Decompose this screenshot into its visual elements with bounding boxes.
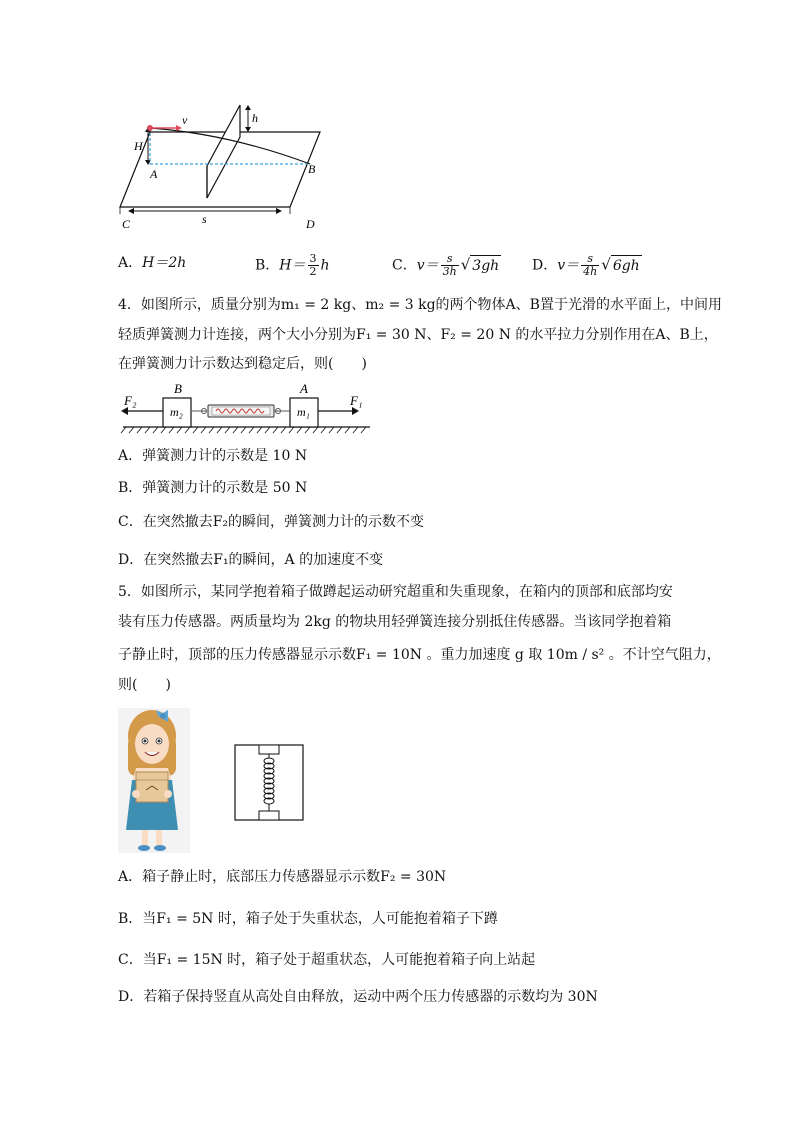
spring-scale (191, 405, 290, 417)
svg-text:A: A (300, 381, 308, 396)
q4-stem-line-1: 4．如图所示，质量分别为m₁ = 2 kg、m₂ = 3 kg的两个物体A、B置于光滑的水平面上，中间用 (118, 297, 722, 313)
label-D: D (306, 217, 315, 231)
q4-stem-line-2: 轻质弹簧测力计连接，两个大小分别为F₁ = 30 N、F₂ = 20 N 的水平拉力分别作用在A、B上， (118, 327, 718, 343)
q3-figure (110, 100, 340, 235)
fraction: $\frac{3}{2}$ (309, 252, 317, 278)
sqrt-sign: √ (460, 255, 471, 274)
q5-option-b[interactable]: B．当F₁ = 5N 时，箱子处于失重状态，人可能抱着箱子下蹲 (118, 911, 498, 927)
box-spring-figure (234, 744, 306, 822)
svg-text:m₂: m₂ (170, 405, 183, 419)
q5-stem-line-3: 子静止时，顶部的压力传感器显示示数F₁ = 10N 。重力加速度 g 取 10m / s² 。不计空气阻力， (118, 647, 721, 663)
q5-option-a[interactable]: A．箱子静止时，底部压力传感器显示示数F₂ = 30N (118, 869, 447, 885)
q3-option-d[interactable]: D．v＝ $\frac{s}{4h}$ √ 6gh (532, 252, 640, 278)
fraction: $\frac{s}{3h}$ (442, 252, 457, 278)
q5-stem-line-4: 则( ) (118, 677, 171, 693)
q5-option-c[interactable]: C．当F₁ = 15N 时，箱子处于超重状态，人可能抱着箱子向上站起 (118, 952, 536, 968)
q4-option-c[interactable]: C．在突然撤去F₂的瞬间，弹簧测力计的示数不变 (118, 514, 425, 530)
q4-option-d[interactable]: D．在突然撤去F₁的瞬间，A 的加速度不变 (118, 552, 384, 568)
girl-illustration (118, 708, 190, 853)
svg-text:F₁: F₁ (350, 393, 363, 408)
label-s: s (202, 212, 207, 226)
q3-option-b[interactable]: B．H＝ $\frac{3}{2}$ h (255, 252, 330, 278)
label-B: B (308, 162, 316, 176)
label-C: C (122, 217, 131, 231)
q3-option-c[interactable]: C．v＝ $\frac{s}{3h}$ √ 3gh (392, 252, 500, 278)
q4-stem-line-3: 在弹簧测力计示数达到稳定后，则( ) (118, 356, 367, 372)
q4-option-a[interactable]: A．弹簧测力计的示数是 10 N (118, 448, 308, 464)
q5-stem-line-2: 装有压力传感器。两质量均为 2kg 的物块用轻弹簧连接分别抵住传感器。当该同学抱着箱 (118, 614, 672, 630)
q5-option-d[interactable]: D．若箱子保持竖直从高处自由释放，运动中两个压力传感器的示数均为 30N (118, 989, 598, 1005)
label-H: H (134, 139, 143, 153)
q3-option-a[interactable]: A．H＝2h (118, 255, 187, 271)
sqrt-sign: √ (601, 255, 611, 274)
label-h: h (252, 111, 258, 125)
q5-stem-line-1: 5．如图所示，某同学抱着箱子做蹲起运动研究超重和失重现象，在箱内的顶部和底部均安 (118, 584, 673, 600)
svg-text:F₂: F₂ (124, 393, 137, 408)
fraction: $\frac{s}{4h}$ (583, 252, 598, 278)
label-v: v (182, 113, 188, 127)
label-A: A (150, 167, 158, 181)
svg-text:m₁: m₁ (297, 405, 310, 419)
svg-text:B: B (174, 381, 182, 396)
q4-figure (118, 378, 378, 438)
q4-option-b[interactable]: B．弹簧测力计的示数是 50 N (118, 480, 308, 496)
